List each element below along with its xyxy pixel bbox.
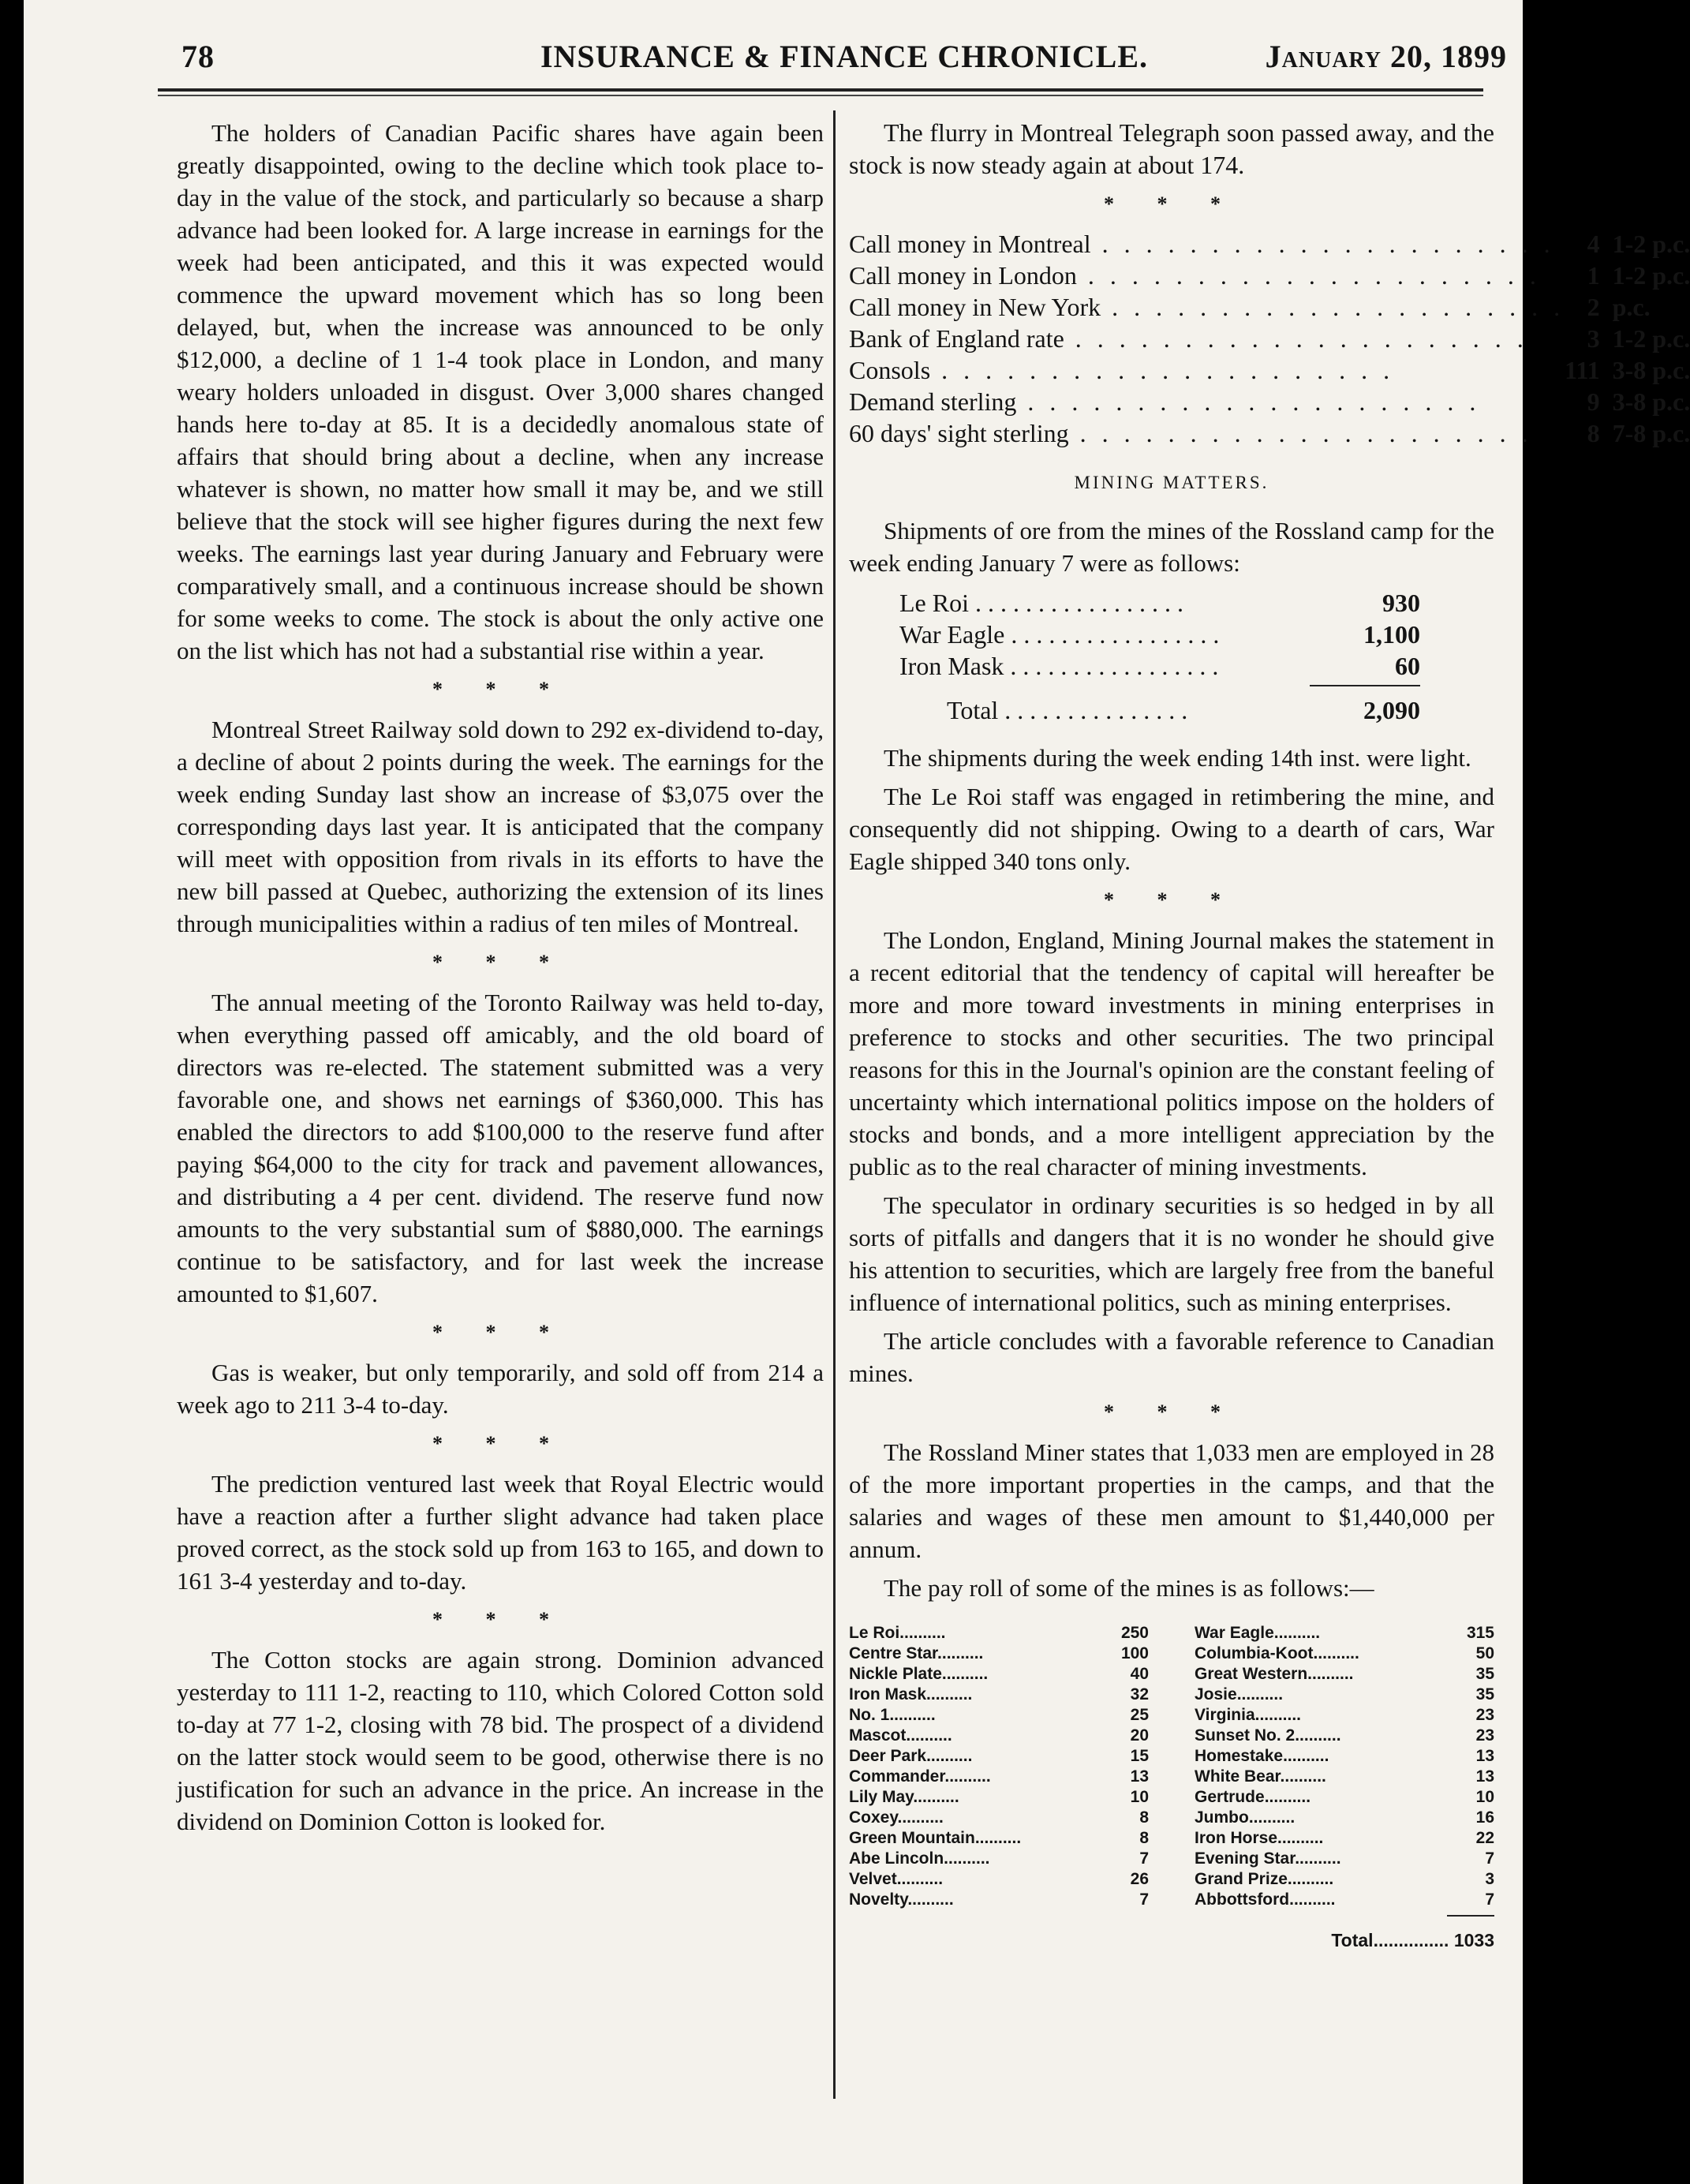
payroll-count: 25 [1130,1706,1149,1724]
rate-label: 60 days' sight sterling [849,419,1069,447]
leader-dots: .......... [1295,1849,1341,1868]
leader-dots: .......... [944,1767,991,1786]
leader-dots: . . . . . . . . . . . . . . . . . . . . . [930,356,1395,384]
leader-dots: .......... [1277,1829,1324,1847]
payroll-mine-name: Columbia-Koot [1195,1644,1314,1662]
payroll-mine-name: Jumbo [1195,1808,1249,1827]
payroll-row [849,1787,1149,1808]
payroll-count: 10 [1475,1788,1494,1806]
payroll-count: 10 [1130,1788,1149,1806]
payroll-mine-name: Mascot [849,1726,907,1745]
payroll-mine-name: Abe Lincoln [849,1849,944,1868]
payroll-mine-name: Lily May [849,1788,914,1806]
leader-dots: . . . . . . . . . . . . . . . . . [1004,620,1220,649]
payroll-mine-name: Great Western [1195,1665,1308,1683]
leader-dots: . . . . . . . . . . . . . . . . . . . . . [1064,324,1528,353]
payroll-count: 20 [1130,1726,1149,1745]
leader-dots: .......... [1236,1685,1284,1703]
paragraph-royal-electric: The prediction ventured last week that Royal Electric would have a reaction after a further slight advance had taken place proved correct, as the stock sold up from 163 to 165, and down to 161 3-4 yesterday and to-day. [177,1470,824,1595]
payroll-count: 8 [1139,1808,1149,1827]
leader-dots: . . . . . . . . . . . . . . . . . [968,589,1183,617]
payroll-row [1195,1705,1494,1726]
payroll-count: 35 [1475,1685,1494,1703]
payroll-count: 7 [1139,1849,1149,1868]
payroll-count: 7 [1485,1849,1494,1868]
payroll-row [849,1705,1149,1726]
right-column [849,117,1690,1957]
section-separator: * * * [432,951,568,974]
page-number: 78 [181,39,215,74]
leader-dots: .......... [941,1665,989,1683]
rate-value: 3 [1587,324,1600,353]
payroll-mine-name: Grand Prize [1195,1870,1288,1888]
shipment-row [899,650,1420,682]
payroll-row [1195,1726,1494,1746]
payroll-count: 100 [1120,1644,1149,1662]
leader-dots: . . . . . . . . . . . . . . . [998,696,1188,724]
paragraph-mining-journal: The London, England, Mining Journal makes the statement in a recent editorial that the tendency of capital will hereafter be more and more toward investments in mining enterprises in preference to stocks and other securities. The two principal reasons for this in the Journal's opinion are the constant feeling of uncertainty which international politics impose on the holders of stocks and bonds, and a more intelligent appreciation by the public as to the real character of mining investments. [849,926,1494,1180]
leader-dots: .......... [1264,1788,1311,1806]
leader-dots: ............... [1373,1930,1454,1950]
payroll-total-label: Total [1331,1930,1374,1950]
shipments-total-value: 2,090 [1363,696,1420,724]
leader-dots: . . . . . . . . . . . . . . . . . . . . . [1101,293,1565,321]
payroll-left-column [849,1623,1149,1910]
leader-dots: . . . . . . . . . . . . . . . . . . . . . [1076,261,1541,290]
payroll-count: 23 [1475,1726,1494,1745]
payroll-mine-name: Coxey [849,1808,898,1827]
paragraph-montreal-street-railway: Montreal Street Railway sold down to 292 ex-dividend to-day, a decline of about 2 points during the week. The earnings for the week ending Sunday last show an increase of $3,075 over the corresponding days last year. It is anticipated that the company will meet with opposition from rivals in its efforts to have the new bill passed at Quebec, authorizing the extension of its lines through municipalities within a radius of ten miles of Montreal. [177,716,824,937]
leader-dots: . . . . . . . . . . . . . . . . . . . . . [1090,230,1555,258]
payroll-count: 315 [1466,1624,1494,1642]
rate-row [849,417,1690,449]
page-header [181,38,1507,85]
payroll-count: 40 [1130,1665,1149,1683]
leader-dots: .......... [1289,1890,1336,1909]
payroll-total-value: 1033 [1453,1930,1494,1950]
payroll-count: 250 [1120,1624,1149,1642]
payroll-count: 15 [1130,1747,1149,1765]
leader-dots: .......... [913,1788,959,1806]
paragraph-montreal-telegraph: The flurry in Montreal Telegraph soon passed away, and the stock is now steady again at about 174. [849,118,1494,179]
payroll-row [1195,1808,1494,1828]
payroll-mine-name: White Bear [1195,1767,1281,1786]
section-separator: * * * [1104,193,1239,215]
shipments-total-rule [1310,685,1420,686]
shipment-tons: 60 [1395,652,1420,680]
payroll-mine-name: Novelty [849,1890,908,1909]
leader-dots: .......... [1254,1706,1301,1724]
payroll-row [1195,1828,1494,1849]
leader-dots: .......... [899,1624,946,1642]
section-separator: * * * [432,1321,568,1344]
shipments-total-label: Total [947,696,999,724]
payroll-total [849,1924,1494,1957]
rate-row [849,354,1690,386]
leader-dots: .......... [897,1808,944,1827]
payroll-mine-name: Commander [849,1767,945,1786]
shipment-row [899,587,1420,619]
payroll-row [849,1808,1149,1828]
leader-dots: .......... [926,1747,973,1765]
leader-dots: .......... [1273,1624,1321,1642]
payroll-right-column [1195,1623,1494,1910]
payroll-count: 8 [1139,1829,1149,1847]
rate-fraction: p.c. [1612,293,1651,321]
rate-row [849,323,1690,354]
payroll-row [1195,1890,1494,1910]
rate-value: 2 [1587,293,1600,321]
payroll-row [849,1644,1149,1664]
payroll-mine-name: Homestake [1195,1747,1284,1765]
payroll-mine-name: Iron Mask [849,1685,927,1703]
lead-block [849,117,1494,181]
leader-dots: .......... [937,1644,984,1662]
payroll-count: 50 [1475,1644,1494,1662]
payroll-mine-name: Sunset No. 2 [1195,1726,1296,1745]
paragraph-canadian-pacific: The holders of Canadian Pacific shares have again been greatly disappointed, owing to the decline which took place to-day in the value of the stock, and particularly so because a sharp advance had been looked for. A large increase in earnings for the week had been anticipated, and this it was expected would commence the upward movement which has so long been delayed, but, when the increase was announced to be only $12,000, a decline of 1 1-4 took place in London, and many weary holders unloaded in disgust. Over 3,000 shares changed hands here to-day at 85. It is a decidedly anomalous state of affairs that should bring about a decline, when any increase whatever is shown, no matter how small it may be, and we still believe that the stock will see higher figures during the next few weeks. The earnings last year during January and February were comparatively small, and a continuous increase should be shown for some weeks to come. The stock is about the only active one on the list which has not had a substantial rise within a year. [177,119,824,664]
leader-dots: .......... [1248,1808,1296,1827]
rate-row [849,386,1690,417]
paragraph-le-roi-staff: The Le Roi staff was engaged in retimbering the mine, and consequently did not shipping. Owing to a dearth of cars, War Eagle shipped 340 tons only. [849,783,1494,875]
rate-value: 9 [1587,387,1600,416]
rate-label: Call money in Montreal [849,230,1091,258]
payroll-count: 3 [1485,1870,1494,1888]
section-separator: * * * [432,1608,568,1631]
payroll-row [849,1746,1149,1767]
payroll-row [1195,1767,1494,1787]
rate-fraction: 7-8 p.c. [1612,419,1690,447]
leader-dots: .......... [1313,1644,1359,1662]
section-separator: * * * [432,1432,568,1455]
rate-row [849,228,1690,260]
payroll-row [1195,1644,1494,1664]
payroll-mine-name: Le Roi [849,1624,900,1642]
section-separator: * * * [432,678,568,701]
mine-name: War Eagle [899,620,1005,649]
leader-dots: . . . . . . . . . . . . . . . . . . . . . [1068,419,1533,447]
header-rule [158,88,1483,92]
header-rule-thin [158,95,1483,96]
section-separator: * * * [1104,1401,1239,1423]
paragraph-toronto-railway: The annual meeting of the Toronto Railway was held to-day, when everything passed off amicably, and the old board of directors was re-elected. The statement submitted was a very favorable one, and shows net earnings of $360,000. This has enabled the directors to add $100,000 to the reserve fund after paying $64,000 to the city for track and pavement allowances, and distributing a 4 per cent. dividend. The reserve fund now amounts to the very substantial sum of $880,000. The earnings continue to be satisfactory, and for last week the increase amounted to $1,607. [177,989,824,1307]
rate-label: Call money in London [849,261,1077,290]
payroll-count: 13 [1475,1767,1494,1786]
rate-label: Call money in New York [849,293,1101,321]
rate-fraction: 1-2 p.c. [1612,261,1690,290]
leader-dots: .......... [1295,1726,1341,1745]
paragraph-gas: Gas is weaker, but only temporarily, and sold off from 214 a week ago to 211 3-4 to-day. [177,1359,824,1419]
payroll-row [1195,1623,1494,1644]
payroll-row [849,1685,1149,1705]
leader-dots: .......... [926,1685,973,1703]
payroll-row [849,1849,1149,1869]
payroll-row [849,1767,1149,1787]
payroll-total-rule [1447,1915,1494,1917]
payroll-count: 7 [1139,1890,1149,1909]
shipment-tons: 1,100 [1363,620,1420,649]
payroll-row [1195,1869,1494,1890]
payroll-row [849,1890,1149,1910]
rate-value: 8 [1587,419,1600,447]
rate-value: 4 [1587,230,1600,258]
payroll-count: 13 [1475,1747,1494,1765]
publication-title: INSURANCE & FINANCE CHRONICLE. [540,39,1149,74]
leader-dots: . . . . . . . . . . . . . . . . . . . . . [1016,387,1481,416]
payroll-row [849,1664,1149,1685]
payroll-row [1195,1746,1494,1767]
paragraph-shipments-intro: Shipments of ore from the mines of the Rossland camp for the week ending January 7 were as follows: [849,517,1494,577]
payroll-row [1195,1685,1494,1705]
money-rates-table [849,228,1690,449]
leader-dots: .......... [974,1829,1022,1847]
payroll-mine-name: Gertrude [1195,1788,1265,1806]
payroll-count: 32 [1130,1685,1149,1703]
payroll-mine-name: No. 1 [849,1706,890,1724]
shipment-row [899,619,1420,650]
leader-dots: .......... [1280,1767,1326,1786]
leader-dots: .......... [896,1870,944,1888]
rate-value: 1 [1587,261,1600,290]
payroll-count: 13 [1130,1767,1149,1786]
mine-name: Iron Mask [899,652,1004,680]
paragraph-light-shipments: The shipments during the week ending 14th inst. were light. [884,744,1471,772]
paragraph-speculator: The speculator in ordinary securities is so hedged in by all sorts of pitfalls and dangers that it is no wonder he should give his attention to securities, which are largely free from the baneful influence of international politics, such as mining enterprises. [849,1191,1494,1316]
paragraph-payroll-intro: The pay roll of some of the mines is as follows:— [884,1574,1374,1602]
payroll-mine-name: War Eagle [1195,1624,1274,1642]
paragraph-cotton-stocks: The Cotton stocks are again strong. Dominion advanced yesterday to 111 1-2, reacting to 110, which Colored Cotton sold to-day at 77 1-2, closing with 78 bid. The prospect of a dividend on the latter stock would seem to be good, otherwise there is no justification for such an advance in the price. An increase in the dividend on Dominion Cotton is looked for. [177,1646,824,1835]
leader-dots: . . . . . . . . . . . . . . . . . [1004,652,1219,680]
payroll-mine-name: Abbottsford [1195,1890,1290,1909]
column-divider [833,110,836,2099]
payroll-mine-name: Centre Star [849,1644,938,1662]
rate-fraction: 1-2 p.c. [1612,230,1690,258]
paragraph-rossland-miner: The Rossland Miner states that 1,033 men are employed in 28 of the more important properties in the camps, and that the salaries and wages of these men amount to $1,440,000 per annum. [849,1438,1494,1563]
payroll-row [849,1869,1149,1890]
rate-value: 111 [1565,356,1600,384]
shipment-tons: 930 [1382,589,1420,617]
payroll-row [1195,1787,1494,1808]
payroll-mine-name: Velvet [849,1870,897,1888]
payroll-count: 22 [1475,1829,1494,1847]
payroll-row [1195,1849,1494,1869]
leader-dots: .......... [1307,1665,1354,1683]
rate-fraction: 3-8 p.c. [1612,356,1690,384]
payroll-count: 23 [1475,1706,1494,1724]
payroll-row [849,1726,1149,1746]
payroll-mine-name: Virginia [1195,1706,1255,1724]
leader-dots: .......... [906,1726,952,1745]
shipments-total [899,694,1420,726]
payroll-table [849,1623,1494,1910]
payroll-count: 35 [1475,1665,1494,1683]
issue-date: January 20, 1899 [1265,39,1507,74]
leader-dots: .......... [889,1706,936,1724]
rate-fraction: 1-2 p.c. [1612,324,1690,353]
leader-dots: .......... [1283,1747,1329,1765]
payroll-mine-name: Green Mountain [849,1829,975,1847]
payroll-count: 26 [1130,1870,1149,1888]
payroll-mine-name: Nickle Plate [849,1665,942,1683]
payroll-count: 7 [1485,1890,1494,1909]
mine-name: Le Roi [899,589,969,617]
payroll-count: 16 [1475,1808,1494,1827]
payroll-row [849,1623,1149,1644]
section-title-mining: MINING MATTERS. [1074,473,1269,492]
payroll-mine-name: Iron Horse [1195,1829,1278,1847]
leader-dots: .......... [944,1849,990,1868]
rate-row [849,260,1690,291]
payroll-mine-name: Josie [1195,1685,1237,1703]
rate-label: Consols [849,356,931,384]
payroll-mine-name: Evening Star [1195,1849,1296,1868]
rate-label: Demand sterling [849,387,1017,416]
section-separator: * * * [1104,888,1239,911]
payroll-row [849,1828,1149,1849]
shipments-table [899,587,1420,682]
paragraph-article-conclusion: The article concludes with a favorable reference to Canadian mines. [849,1327,1494,1387]
rate-label: Bank of England rate [849,324,1064,353]
leader-dots: .......... [1287,1870,1334,1888]
leader-dots: .......... [907,1890,954,1909]
payroll-row [1195,1664,1494,1685]
rate-row [849,291,1690,323]
rate-fraction: 3-8 p.c. [1612,387,1690,416]
left-column [177,117,824,1844]
payroll-mine-name: Deer Park [849,1747,927,1765]
